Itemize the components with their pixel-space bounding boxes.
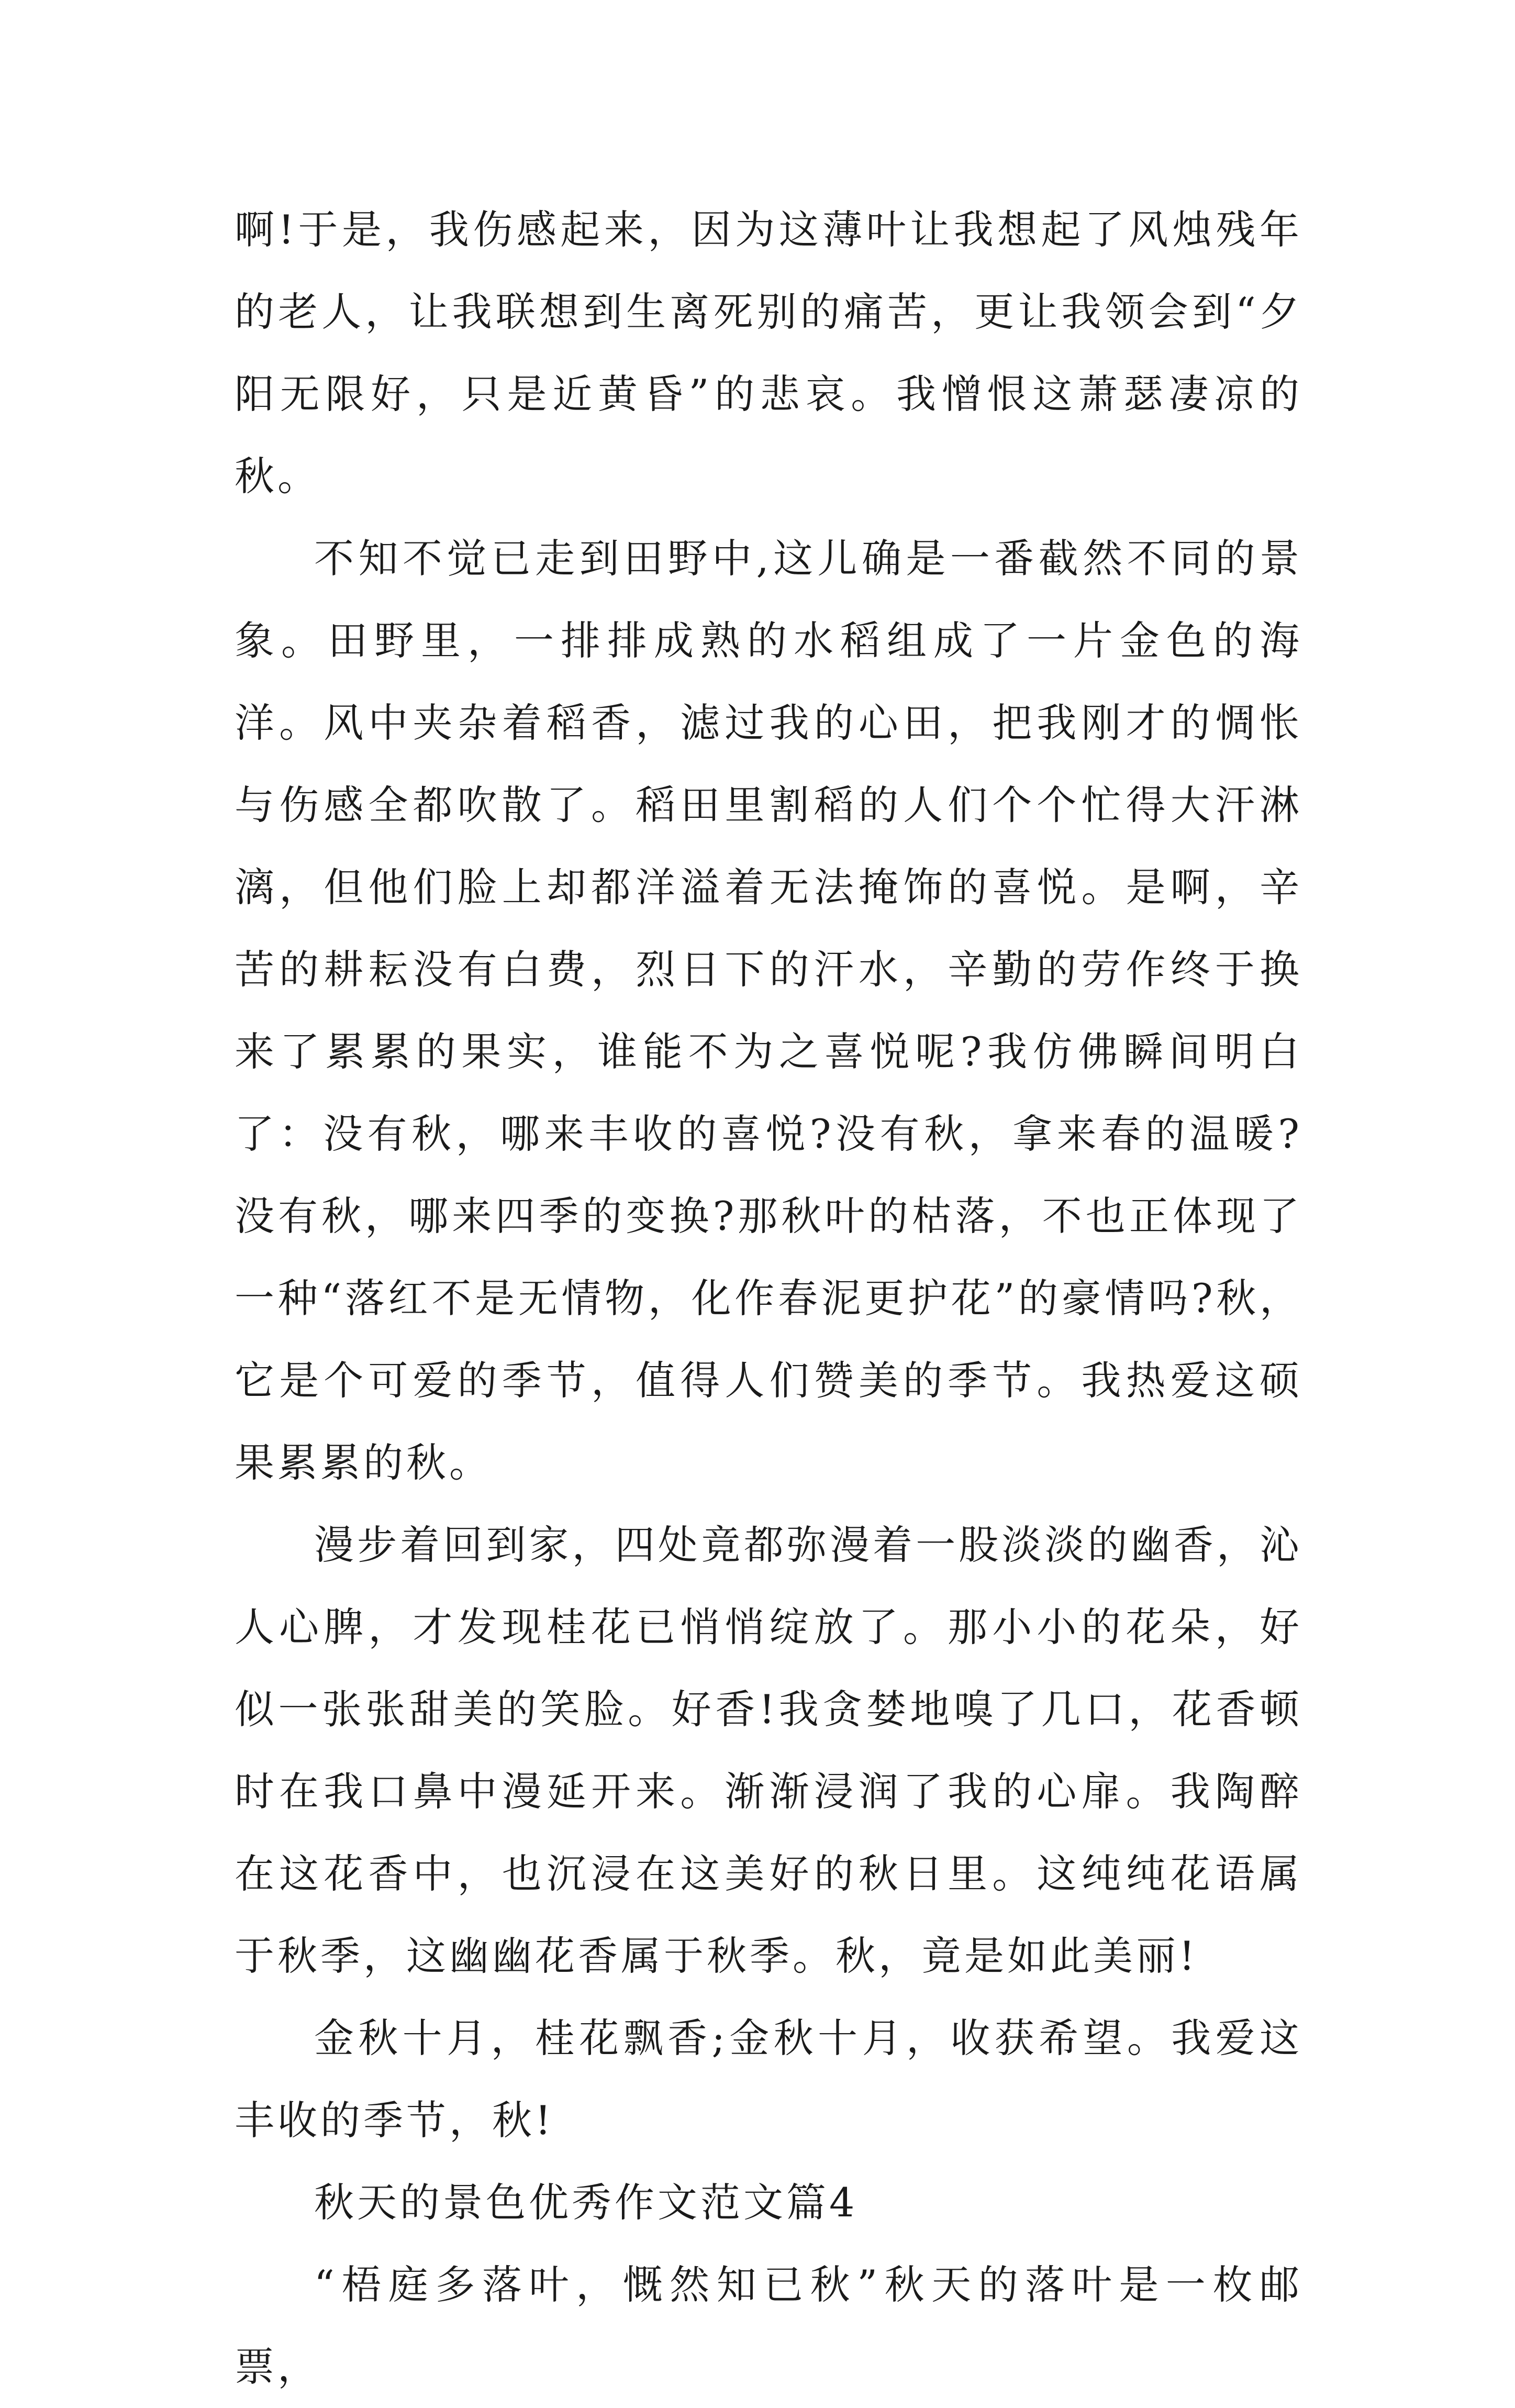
document-body — [235, 188, 1302, 2408]
paragraph-2: 不知不觉已走到田野中,这儿确是一番截然不同的景象。田野里，一排排成熟的水稻组成了一片金色的海洋。风中夹杂着稻香，滤过我的心田，把我刚才的惆怅与伤感全都吹散了。稻田里割稻的人们个个忙得大汗淋漓，但他们脸上却都洋溢着无法掩饰的喜悦。是啊，辛苦的耕耘没有白费，烈日下的汗水，辛勤的劳作终于换来了累累的果实，谁能不为之喜悦呢?我仿佛瞬间明白了：没有秋，哪来丰收的喜悦?没有秋，拿来春的温暖?没有秋，哪来四季的变换?那秋叶的枯落，不也正体现了一种“落红不是无情物，化作春泥更护花”的豪情吗?秋，它是个可爱的季节，值得人们赞美的季节。我热爱这硕果累累的秋。 — [235, 535, 1302, 1486]
paragraph-1: 啊!于是，我伤感起来，因为这薄叶让我想起了风烛残年的老人，让我联想到生离死别的痛苦，更让我领会到“夕阳无限好，只是近黄昏”的悲哀。我憎恨这萧瑟凄凉的秋。 — [235, 206, 1302, 500]
section-heading: 秋天的景色优秀作文范文篇4 — [314, 2179, 858, 2226]
paragraph-3: 漫步着回到家，四处竟都弥漫着一股淡淡的幽香，沁人心脾，才发现桂花已悄悄绽放了。那小小的花朵，好似一张张甜美的笑脸。好香!我贪婪地嗅了几口，花香顿时在我口鼻中漫延开来。渐渐浸润了我的心扉。我陶醉在这花香中，也沉浸在这美好的秋日里。这纯纯花语属于秋季，这幽幽花香属于秋季。秋，竟是如此美丽! — [235, 1522, 1302, 1979]
paragraph-4: 金秋十月，桂花飘香;金秋十月，收获希望。我爱这丰收的季节，秋! — [235, 2015, 1302, 2144]
paragraph-5: “梧庭多落叶，慨然知已秋”秋天的落叶是一枚邮票， — [235, 2261, 1302, 2390]
